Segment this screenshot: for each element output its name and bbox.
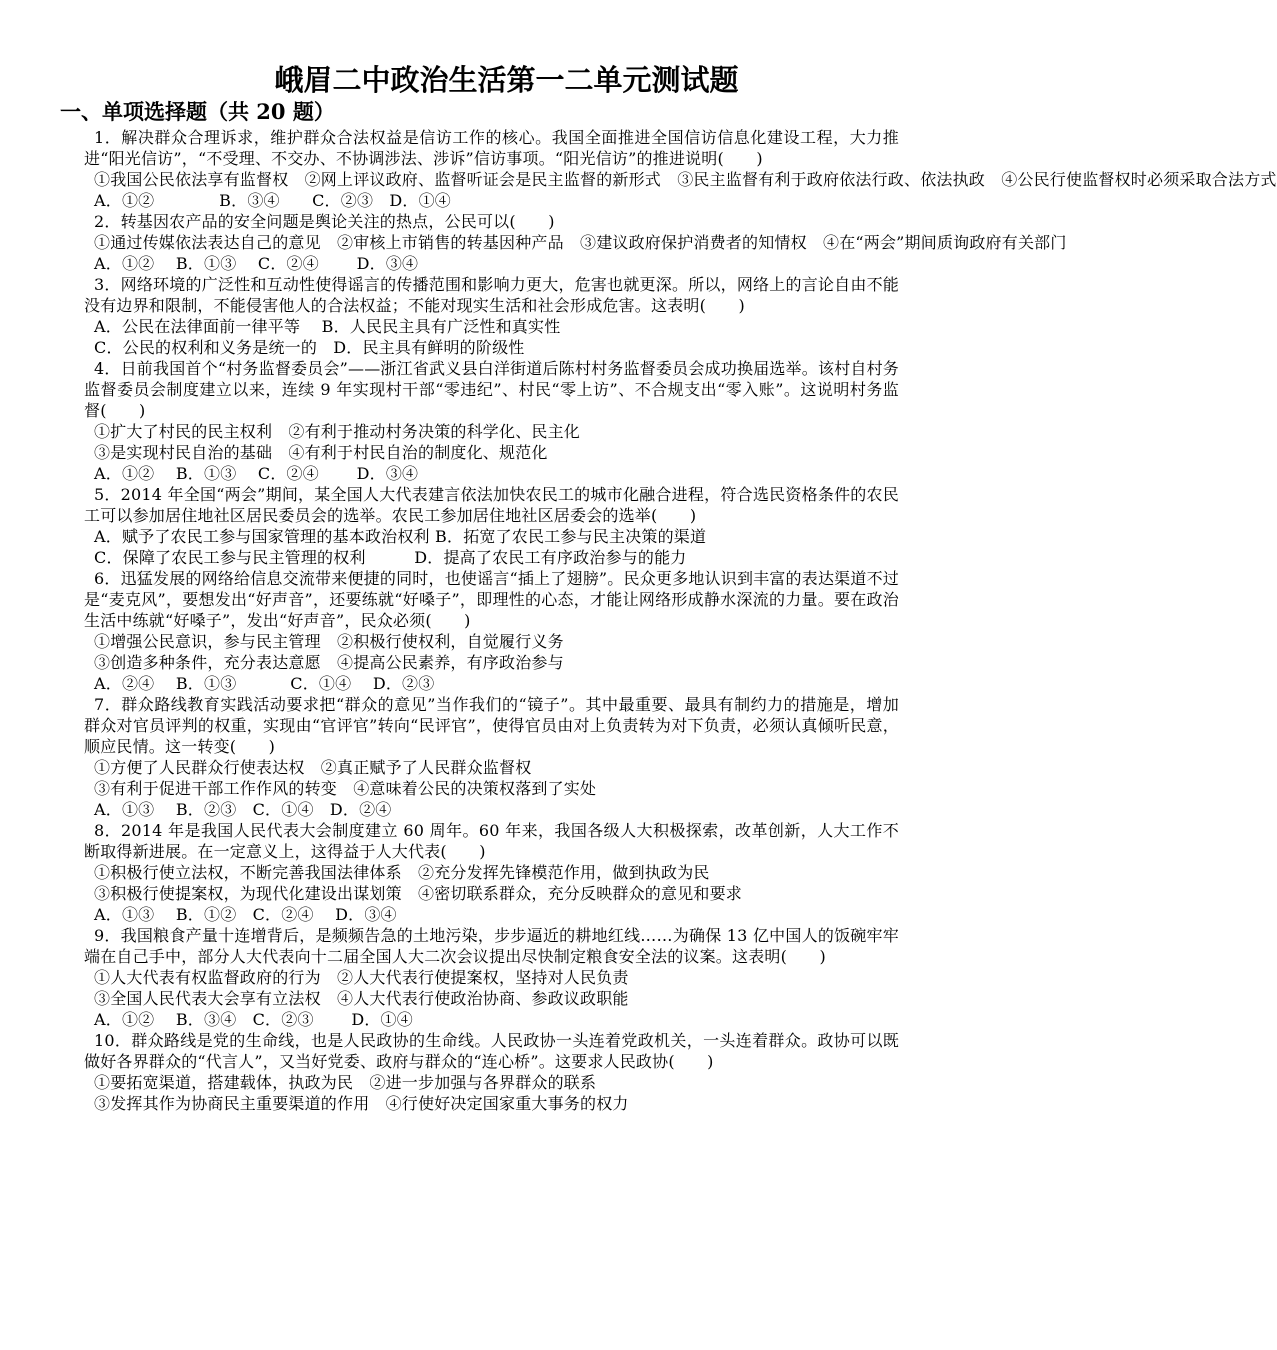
answer-options-line: C．公民的权利和义务是统一的 D．民主具有鲜明的阶级性 [94, 338, 525, 357]
question-stem: 9．我国粮食产量十连增背后，是频频告急的土地污染，步步逼近的耕地红线……为确保 13 亿中国人的饭碗牢牢端在自己手中，部分人大代表向十二届全国人大二次会议提出尽快制定粮食安全法的议案。这表明( ) [84, 926, 899, 966]
question-stem: 6．迅猛发展的网络给信息交流带来便捷的同时，也使谣言“插上了翅膀”。民众更多地认识到丰富的表达渠道不过是“麦克风”，要想发出“好声音”，还要练就“好嗓子”，即理性的心态，才能让网络形成静水深流的力量。要在政治生活中练就“好嗓子”，发出“好声音”，民众必须( ) [84, 569, 899, 630]
section-heading: 一、单项选择题（共 20 题） [60, 99, 335, 124]
answer-options-line: A．①② B．①③ C．②④ D．③④ [94, 464, 419, 483]
answer-options-line: A．公民在法律面前一律平等 B．人民民主具有广泛性和真实性 [94, 317, 561, 336]
exam-page [60, 62, 1277, 1114]
question-item [84, 694, 899, 820]
answer-options-line: ①要拓宽渠道，搭建载体，执政为民 ②进一步加强与各界群众的联系 [94, 1073, 597, 1092]
question-item [84, 211, 1067, 274]
answer-options-line: A．②④ B．①③ C．①④ D．②③ [94, 674, 435, 693]
question-stem: 2．转基因农产品的安全问题是舆论关注的热点，公民可以( ) [94, 212, 555, 231]
answer-options-line: ③是实现村民自治的基础 ④有利于村民自治的制度化、规范化 [94, 443, 548, 462]
question-stem: 4．日前我国首个“村务监督委员会”——浙江省武义县白洋街道后陈村村务监督委员会成功换届选举。该村自村务监督委员会制度建立以来，连续 9 年实现村干部“零违纪”、村民“零上访”、不合规支出“零入账”。这说明村务监督( ) [84, 359, 899, 420]
question-item [84, 568, 899, 694]
question-stem: 1．解决群众合理诉求，维护群众合法权益是信访工作的核心。我国全面推进全国信访信息化建设工程，大力推进“阳光信访”，“不受理、不交办、不协调涉法、涉诉”信访事项。“阳光信访”的推进说明( ) [84, 128, 899, 168]
answer-options-line: ①方便了人民群众行使表达权 ②真正赋予了人民群众监督权 [94, 758, 532, 777]
question-stem: 8．2014 年是我国人民代表大会制度建立 60 周年。60 年来，我国各级人大积极探索，改革创新，人大工作不断取得新进展。在一定意义上，这得益于人大代表( ) [84, 821, 899, 861]
answer-options-line: A．①③ B．②③ C．①④ D．②④ [94, 800, 392, 819]
answer-options-line: ①积极行使立法权，不断完善我国法律体系 ②充分发挥先锋模范作用，做到执政为民 [94, 863, 710, 882]
page-title: 峨眉二中政治生活第一二单元测试题 [274, 63, 739, 97]
answer-options-line: A．①② B．③④ C．②③ D．①④ [94, 1010, 413, 1029]
answer-options-line: A．①② B．①③ C．②④ D．③④ [94, 254, 419, 273]
question-item [84, 274, 899, 358]
answer-options-line: A．赋予了农民工参与国家管理的基本政治权利 B．拓宽了农民工参与民主决策的渠道 [94, 527, 707, 546]
answer-options-line: A．①③ B．①② C．②④ D．③④ [94, 905, 397, 924]
answer-options-line: ③创造多种条件，充分表达意愿 ④提高公民素养，有序政治参与 [94, 653, 564, 672]
question-item [84, 484, 899, 568]
answer-options-line: ③有利于促进干部工作作风的转变 ④意味着公民的决策权落到了实处 [94, 779, 597, 798]
answer-options-line: ③发挥其作为协商民主重要渠道的作用 ④行使好决定国家重大事务的权力 [94, 1094, 629, 1113]
question-item [84, 820, 899, 925]
question-list [84, 127, 1277, 1114]
question-stem: 5．2014 年全国“两会”期间，某全国人大代表建言依法加快农民工的城市化融合进程，符合选民资格条件的农民工可以参加居住地社区居民委员会的选举。农民工参加居住地社区居委会的选举( ) [84, 485, 899, 525]
answer-options-line: ①我国公民依法享有监督权 ②网上评议政府、监督听证会是民主监督的新形式 ③民主监督有利于政府依法行政、依法执政 ④公民行使监督权时必须采取合法方式 [94, 170, 1277, 189]
answer-options-line: ①扩大了村民的民主权利 ②有利于推动村务决策的科学化、民主化 [94, 422, 581, 441]
question-item [84, 127, 1277, 211]
answer-options-line: ③积极行使提案权，为现代化建设出谋划策 ④密切联系群众，充分反映群众的意见和要求 [94, 884, 743, 903]
question-item [84, 925, 899, 1030]
question-item [84, 1030, 899, 1114]
question-stem: 3．网络环境的广泛性和互动性使得谣言的传播范围和影响力更大，危害也就更深。所以，网络上的言论自由不能没有边界和限制，不能侵害他人的合法权益；不能对现实生活和社会形成危害。这表明( ) [84, 275, 899, 315]
question-stem: 10．群众路线是党的生命线，也是人民政协的生命线。人民政协一头连着党政机关，一头连着群众。政协可以既做好各界群众的“代言人”，又当好党委、政府与群众的“连心桥”。这要求人民政协( ) [84, 1031, 899, 1071]
answer-options-line: A．①② B．③④ C．②③ D．①④ [94, 191, 451, 210]
answer-options-line: ①人大代表有权监督政府的行为 ②人大代表行使提案权，坚持对人民负责 [94, 968, 629, 987]
answer-options-line: ③全国人民代表大会享有立法权 ④人大代表行使政治协商、参政议政职能 [94, 989, 629, 1008]
answer-options-line: ①通过传媒依法表达自己的意见 ②审核上市销售的转基因种产品 ③建议政府保护消费者的知情权 ④在“两会”期间质询政府有关部门 [94, 233, 1067, 252]
answer-options-line: C．保障了农民工参与民主管理的权利 D．提高了农民工有序政治参与的能力 [94, 548, 687, 567]
answer-options-line: ①增强公民意识，参与民主管理 ②积极行使权利，自觉履行义务 [94, 632, 564, 651]
question-item [84, 358, 899, 484]
question-stem: 7．群众路线教育实践活动要求把“群众的意见”当作我们的“镜子”。其中最重要、最具有制约力的措施是，增加群众对官员评判的权重，实现由“官评官”转向“民评官”，使得官员由对上负责转为对下负责，必须认真倾听民意，顺应民情。这一转变( ) [84, 695, 899, 756]
